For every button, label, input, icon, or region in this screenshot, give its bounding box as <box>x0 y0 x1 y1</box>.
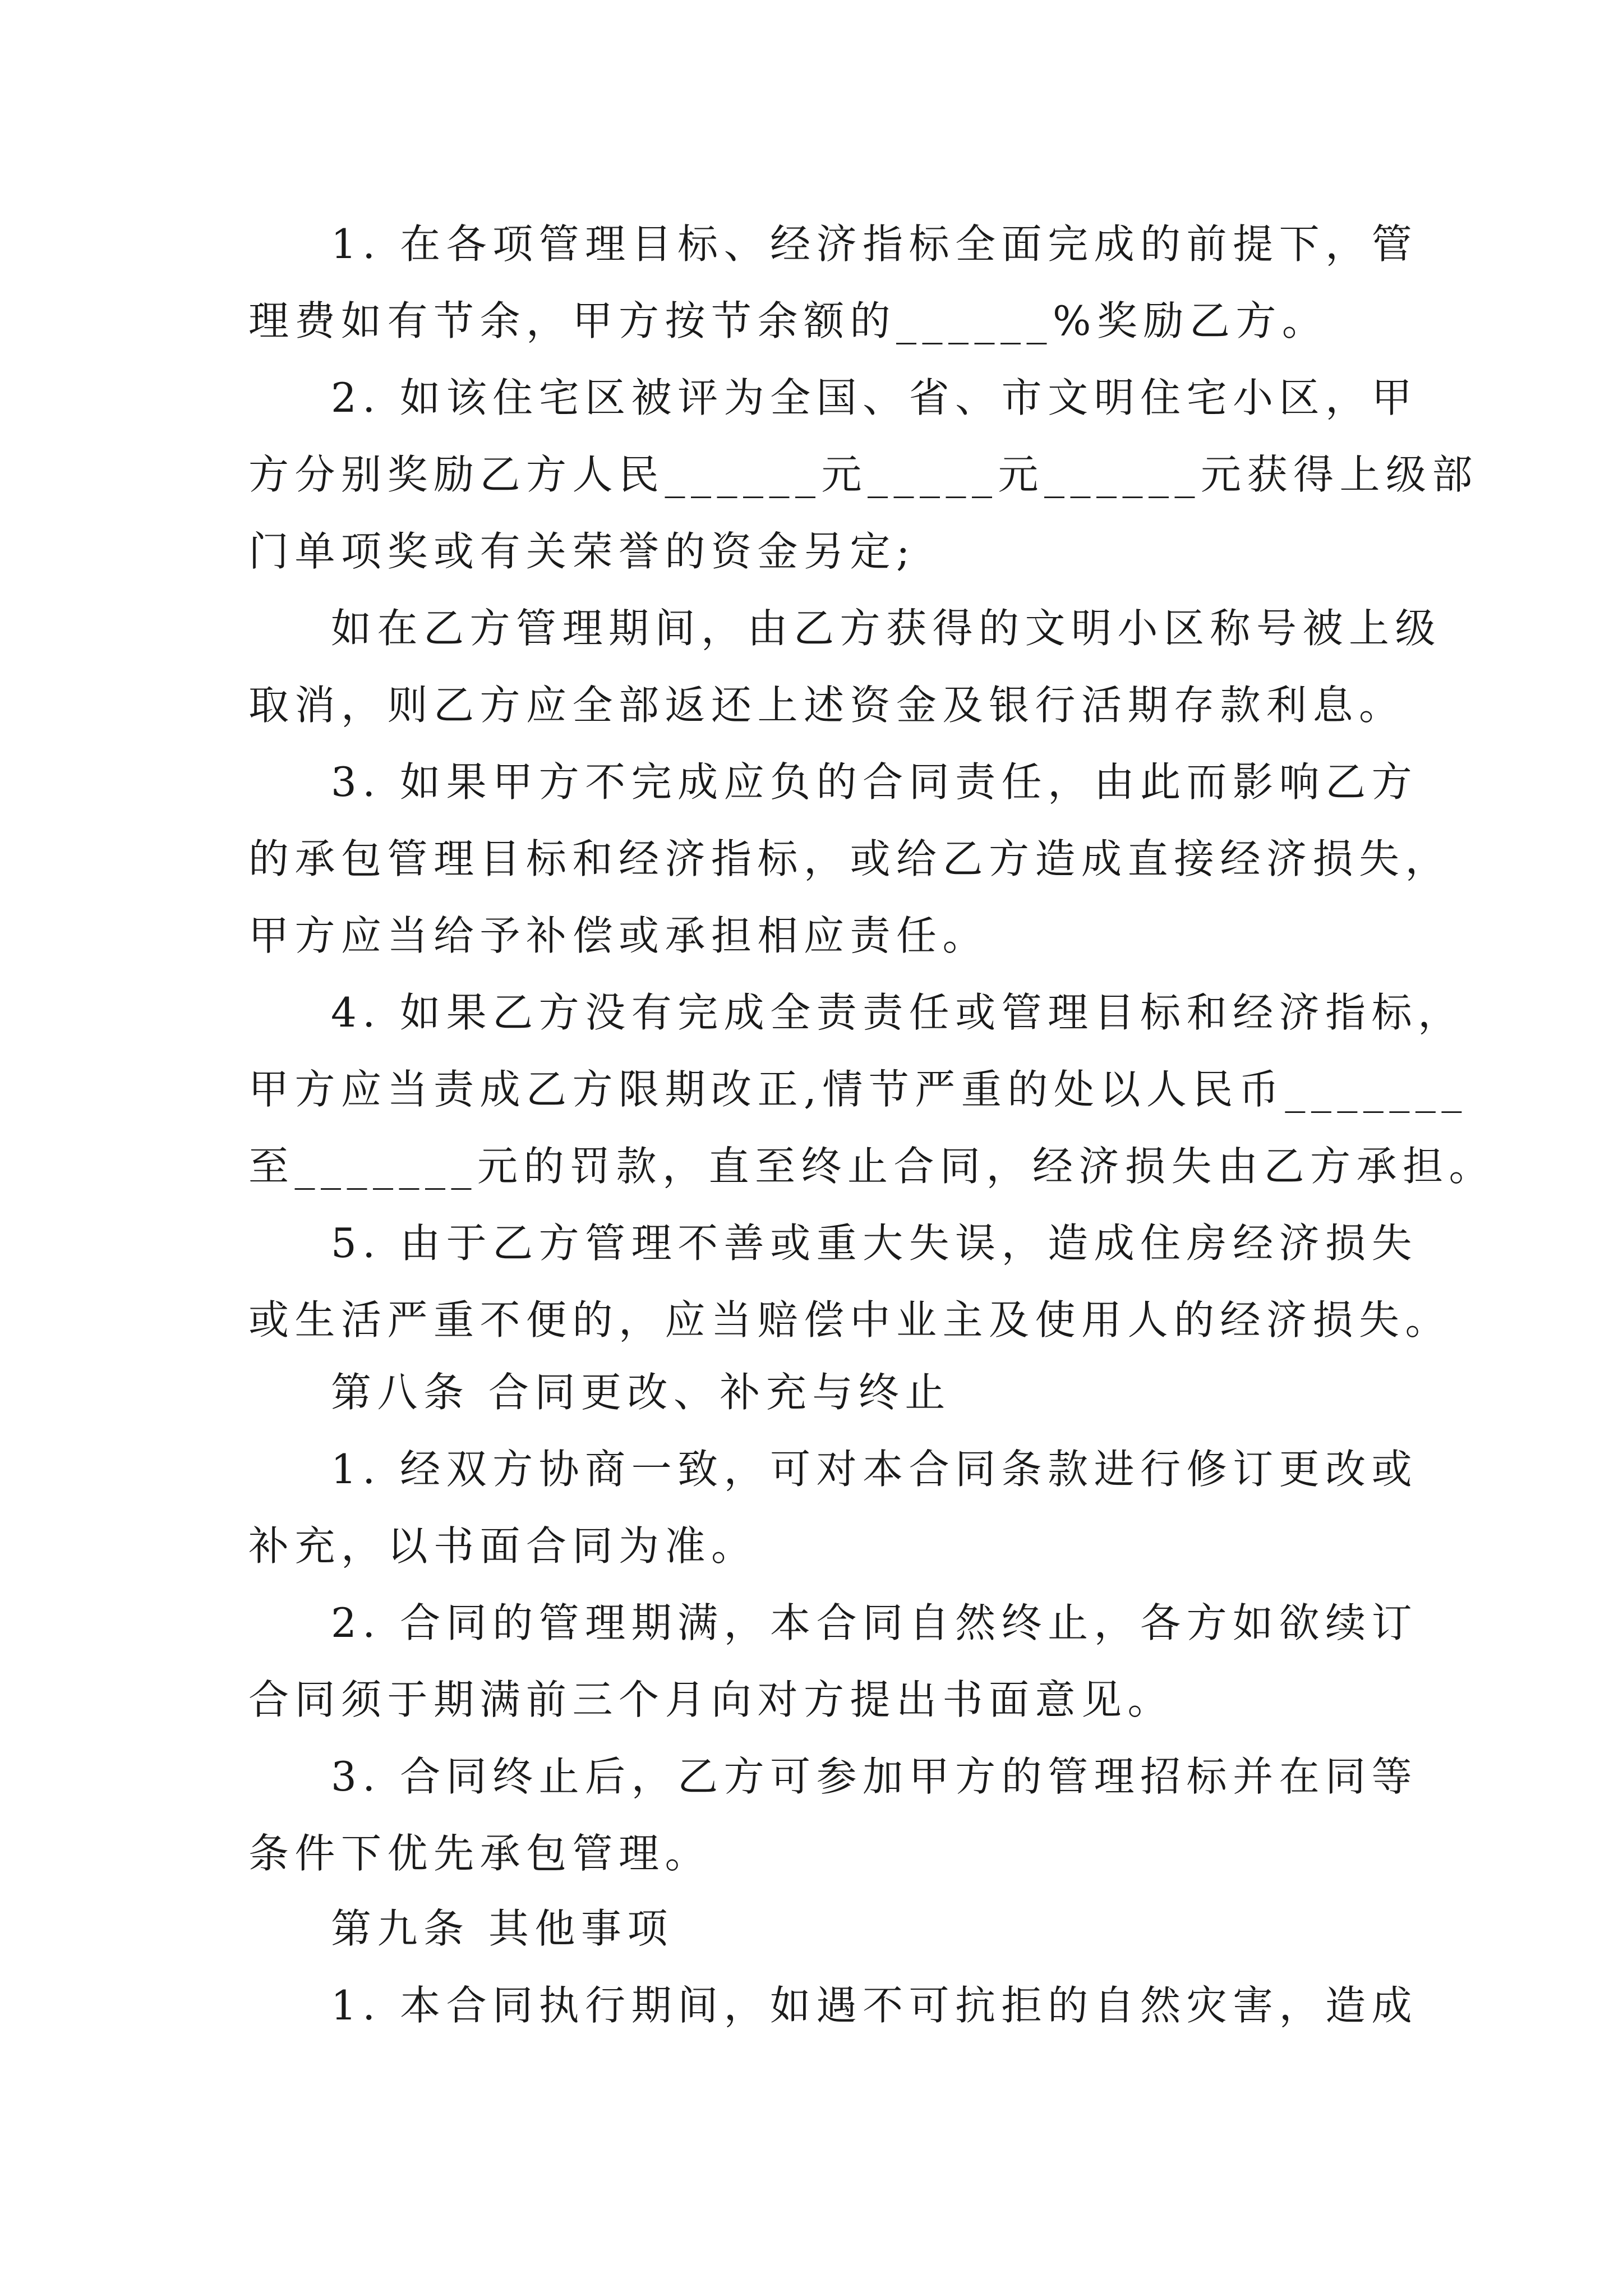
text-line: 3. 如果甲方不完成应负的合同责任，由此而影响乙方 <box>331 758 1418 806</box>
text-line: 5. 由于乙方管理不善或重大失误，造成住房经济损失 <box>331 1220 1418 1267</box>
text-line: 2. 合同的管理期满，本合同自然终止，各方如欲续订 <box>331 1599 1418 1646</box>
section-heading: 第八条 合同更改、补充与终止 <box>331 1369 951 1416</box>
text-line: 补充，以书面合同为准。 <box>248 1522 758 1570</box>
text-line: 门单项奖或有关荣誉的资金另定; <box>248 528 916 575</box>
text-line: 1. 本合同执行期间，如遇不可抗拒的自然灾害，造成 <box>331 1982 1418 2029</box>
text-line: 2. 如该住宅区被评为全国、省、市文明住宅小区，甲 <box>331 374 1418 421</box>
text-line: 方分别奖励乙方人民______元_____元______元获得上级部 <box>248 451 1479 498</box>
text-line: 如在乙方管理期间，由乙方获得的文明小区称号被上级 <box>331 605 1442 652</box>
text-line: 甲方应当责成乙方限期改正,情节严重的处以人民币_______ <box>248 1066 1468 1113</box>
text-line: 或生活严重不便的，应当赔偿中业主及使用人的经济损失。 <box>248 1296 1452 1343</box>
section-heading: 第九条 其他事项 <box>331 1905 674 1952</box>
text-line: 3. 合同终止后，乙方可参加甲方的管理招标并在同等 <box>331 1753 1418 1800</box>
text-line: 1. 经双方协商一致，可对本合同条款进行修订更改或 <box>331 1446 1418 1493</box>
text-line: 理费如有节余，甲方按节余额的______%奖励乙方。 <box>248 297 1329 344</box>
text-line: 的承包管理目标和经济指标，或给乙方造成直接经济损失， <box>248 835 1452 882</box>
text-line: 合同须于期满前三个月向对方提出书面意见。 <box>248 1676 1174 1723</box>
text-line: 甲方应当给予补偿或承担相应责任。 <box>248 912 989 959</box>
text-line: 4. 如果乙方没有完成全责责任或管理目标和经济指标， <box>331 989 1464 1036</box>
text-line: 1. 在各项管理目标、经济指标全面完成的前提下，管 <box>331 220 1418 268</box>
text-line: 至_______元的罚款，直至终止合同，经济损失由乙方承担。 <box>248 1143 1496 1190</box>
text-line: 取消，则乙方应全部返还上述资金及银行活期存款利息。 <box>248 682 1405 729</box>
text-line: 条件下优先承包管理。 <box>248 1830 712 1877</box>
